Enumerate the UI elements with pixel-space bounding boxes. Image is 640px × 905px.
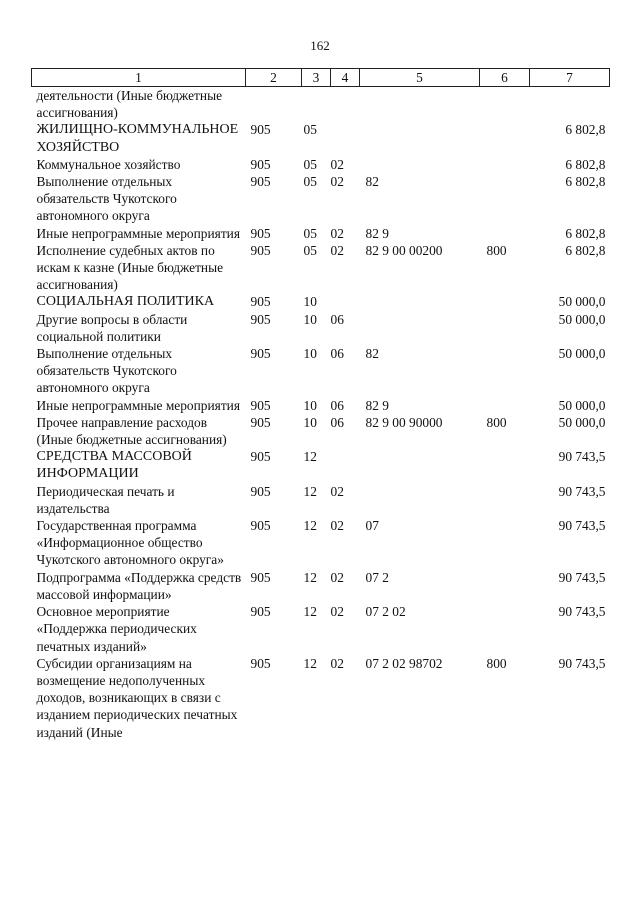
row-org-code: 905 bbox=[250, 569, 271, 585]
row-amount: 90 743,5 bbox=[558, 604, 606, 620]
row-subsection: 02 bbox=[330, 569, 344, 585]
row-section: 05 bbox=[303, 122, 317, 138]
row-amount: 90 743,5 bbox=[558, 569, 606, 585]
row-expense-type bbox=[480, 603, 530, 655]
row-target-article bbox=[360, 156, 480, 173]
table-row bbox=[32, 242, 610, 294]
row-expense-type bbox=[480, 517, 530, 569]
row-amount: 50 000,0 bbox=[558, 414, 606, 430]
row-subsection: 02 bbox=[330, 156, 344, 172]
row-expense-type bbox=[480, 311, 530, 345]
table-row bbox=[32, 448, 610, 482]
column-header-4: 4 bbox=[331, 69, 360, 87]
row-subsection: 06 bbox=[330, 346, 344, 362]
row-subsection bbox=[331, 87, 360, 122]
row-name: Субсидии организациям на возмещение недополученных доходов, возникающих в связи с изданием периодических печатных изданий (Иные bbox=[36, 655, 238, 740]
row-target-article: 07 2 bbox=[365, 569, 389, 585]
row-expense-type bbox=[480, 173, 530, 225]
row-section: 12 bbox=[303, 655, 317, 671]
row-name: Подпрограмма «Поддержка средств массовой информации» bbox=[36, 569, 242, 602]
row-org-code: 905 bbox=[250, 449, 271, 465]
row-target-article: 07 2 02 bbox=[365, 604, 406, 620]
row-org-code: 905 bbox=[250, 483, 271, 499]
row-expense-type bbox=[480, 225, 530, 242]
row-expense-type bbox=[480, 293, 530, 310]
row-target-article bbox=[360, 448, 480, 482]
row-amount: 90 743,5 bbox=[558, 449, 606, 465]
row-name: деятельности (Иные бюджетные ассигнования) bbox=[36, 88, 223, 121]
row-name: Иные непрограммные мероприятия bbox=[36, 225, 240, 241]
row-amount: 6 802,8 bbox=[565, 122, 606, 138]
row-section: 05 bbox=[303, 242, 317, 258]
row-section: 10 bbox=[303, 311, 317, 327]
row-org-code: 905 bbox=[250, 346, 271, 362]
row-amount: 50 000,0 bbox=[558, 346, 606, 362]
row-subsection: 06 bbox=[330, 414, 344, 430]
table-row bbox=[32, 87, 610, 122]
row-target-article: 82 9 00 90000 bbox=[365, 414, 443, 430]
row-target-article bbox=[360, 293, 480, 310]
table-row bbox=[32, 414, 610, 448]
row-name: СРЕДСТВА МАССОВОЙ ИНФОРМАЦИИ bbox=[36, 449, 192, 482]
row-target-article bbox=[360, 311, 480, 345]
row-section: 05 bbox=[303, 174, 317, 190]
row-target-article: 82 bbox=[365, 346, 379, 362]
row-amount: 6 802,8 bbox=[565, 242, 606, 258]
row-subsection: 06 bbox=[330, 397, 344, 413]
row-name: Исполнение судебных актов по искам к казне (Иные бюджетные ассигнования) bbox=[36, 242, 224, 293]
row-section: 10 bbox=[303, 294, 317, 310]
row-expense-type bbox=[480, 156, 530, 173]
row-expense-type bbox=[480, 121, 530, 155]
row-name: Коммунальное хозяйство bbox=[36, 156, 181, 172]
table-row bbox=[32, 397, 610, 414]
row-subsection: 02 bbox=[330, 655, 344, 671]
row-org-code: 905 bbox=[250, 518, 271, 534]
row-amount: 6 802,8 bbox=[565, 156, 606, 172]
row-amount: 6 802,8 bbox=[565, 174, 606, 190]
row-org-code bbox=[246, 87, 302, 122]
row-amount: 50 000,0 bbox=[558, 311, 606, 327]
row-target-article bbox=[360, 87, 480, 122]
row-amount: 90 743,5 bbox=[558, 483, 606, 499]
row-section: 10 bbox=[303, 397, 317, 413]
table-row bbox=[32, 569, 610, 603]
row-org-code: 905 bbox=[250, 397, 271, 413]
row-name: Государственная программа «Информационное общество Чукотского автономного округа» bbox=[36, 518, 224, 568]
row-subsection: 02 bbox=[330, 225, 344, 241]
row-subsection: 02 bbox=[330, 604, 344, 620]
row-subsection: 02 bbox=[330, 518, 344, 534]
row-target-article: 82 9 bbox=[365, 397, 389, 413]
budget-table bbox=[31, 68, 610, 741]
table-row bbox=[32, 311, 610, 345]
row-org-code: 905 bbox=[250, 294, 271, 310]
row-target-article: 07 bbox=[365, 518, 379, 534]
table-row bbox=[32, 345, 610, 397]
row-expense-type bbox=[480, 448, 530, 482]
row-target-article: 82 9 00 00200 bbox=[365, 242, 443, 258]
row-target-article bbox=[360, 483, 480, 517]
table-row bbox=[32, 156, 610, 173]
table-header bbox=[32, 69, 610, 87]
table-row bbox=[32, 517, 610, 569]
row-subsection: 02 bbox=[330, 174, 344, 190]
row-target-article bbox=[360, 121, 480, 155]
row-subsection bbox=[331, 293, 360, 310]
table-body bbox=[32, 87, 610, 741]
row-org-code: 905 bbox=[250, 414, 271, 430]
row-expense-type bbox=[480, 397, 530, 414]
row-subsection: 06 bbox=[330, 311, 344, 327]
row-org-code: 905 bbox=[250, 311, 271, 327]
row-section: 05 bbox=[303, 225, 317, 241]
row-org-code: 905 bbox=[250, 655, 271, 671]
row-subsection: 02 bbox=[330, 483, 344, 499]
column-header-5: 5 bbox=[360, 69, 480, 87]
row-name: Выполнение отдельных обязательств Чукотского автономного округа bbox=[36, 346, 177, 396]
table-row bbox=[32, 173, 610, 225]
row-expense-type bbox=[480, 345, 530, 397]
row-expense-type bbox=[480, 569, 530, 603]
row-amount: 50 000,0 bbox=[558, 294, 606, 310]
row-expense-type: 800 bbox=[486, 414, 507, 430]
row-amount: 90 743,5 bbox=[558, 655, 606, 671]
column-header-3: 3 bbox=[302, 69, 331, 87]
row-section: 10 bbox=[303, 346, 317, 362]
table-row bbox=[32, 293, 610, 310]
row-section: 12 bbox=[303, 604, 317, 620]
row-name: Прочее направление расходов (Иные бюджетные ассигнования) bbox=[36, 414, 227, 448]
page-number: 162 bbox=[310, 38, 330, 53]
row-expense-type bbox=[480, 483, 530, 517]
row-section: 12 bbox=[303, 483, 317, 499]
table-row bbox=[32, 655, 610, 741]
column-header-2: 2 bbox=[246, 69, 302, 87]
table-row bbox=[32, 225, 610, 242]
row-section: 05 bbox=[303, 156, 317, 172]
table-row bbox=[32, 483, 610, 517]
row-org-code: 905 bbox=[250, 242, 271, 258]
row-section bbox=[302, 87, 331, 122]
row-subsection bbox=[331, 448, 360, 482]
row-org-code: 905 bbox=[250, 225, 271, 241]
row-amount: 6 802,8 bbox=[565, 225, 606, 241]
row-name: Основное мероприятие «Поддержка периодических печатных изданий» bbox=[36, 604, 197, 654]
row-amount: 90 743,5 bbox=[558, 518, 606, 534]
row-name: Выполнение отдельных обязательств Чукотского автономного округа bbox=[36, 174, 177, 224]
row-org-code: 905 bbox=[250, 156, 271, 172]
row-org-code: 905 bbox=[250, 122, 271, 138]
row-expense-type: 800 bbox=[486, 242, 507, 258]
row-name: Иные непрограммные мероприятия bbox=[36, 397, 240, 413]
row-name: Другие вопросы в области социальной политики bbox=[36, 311, 188, 344]
row-amount: 50 000,0 bbox=[558, 397, 606, 413]
row-section: 12 bbox=[303, 569, 317, 585]
row-name: Периодическая печать и издательства bbox=[36, 483, 175, 516]
table-row bbox=[32, 121, 610, 155]
table-row bbox=[32, 603, 610, 655]
column-header-6: 6 bbox=[480, 69, 530, 87]
row-subsection: 02 bbox=[330, 242, 344, 258]
row-section: 12 bbox=[303, 518, 317, 534]
row-subsection bbox=[331, 121, 360, 155]
row-section: 10 bbox=[303, 414, 317, 430]
row-amount bbox=[530, 87, 610, 122]
row-name: ЖИЛИЩНО-КОММУНАЛЬНОЕ ХОЗЯЙСТВО bbox=[36, 122, 239, 155]
header-row bbox=[32, 69, 610, 87]
row-target-article: 82 bbox=[365, 174, 379, 190]
row-target-article: 07 2 02 98702 bbox=[365, 655, 443, 671]
column-header-1: 1 bbox=[32, 69, 246, 87]
row-expense-type bbox=[480, 87, 530, 122]
row-expense-type: 800 bbox=[486, 655, 507, 671]
row-org-code: 905 bbox=[250, 604, 271, 620]
row-target-article: 82 9 bbox=[365, 225, 389, 241]
row-section: 12 bbox=[303, 449, 317, 465]
row-org-code: 905 bbox=[250, 174, 271, 190]
row-name: СОЦИАЛЬНАЯ ПОЛИТИКА bbox=[36, 294, 215, 310]
column-header-7: 7 bbox=[530, 69, 610, 87]
